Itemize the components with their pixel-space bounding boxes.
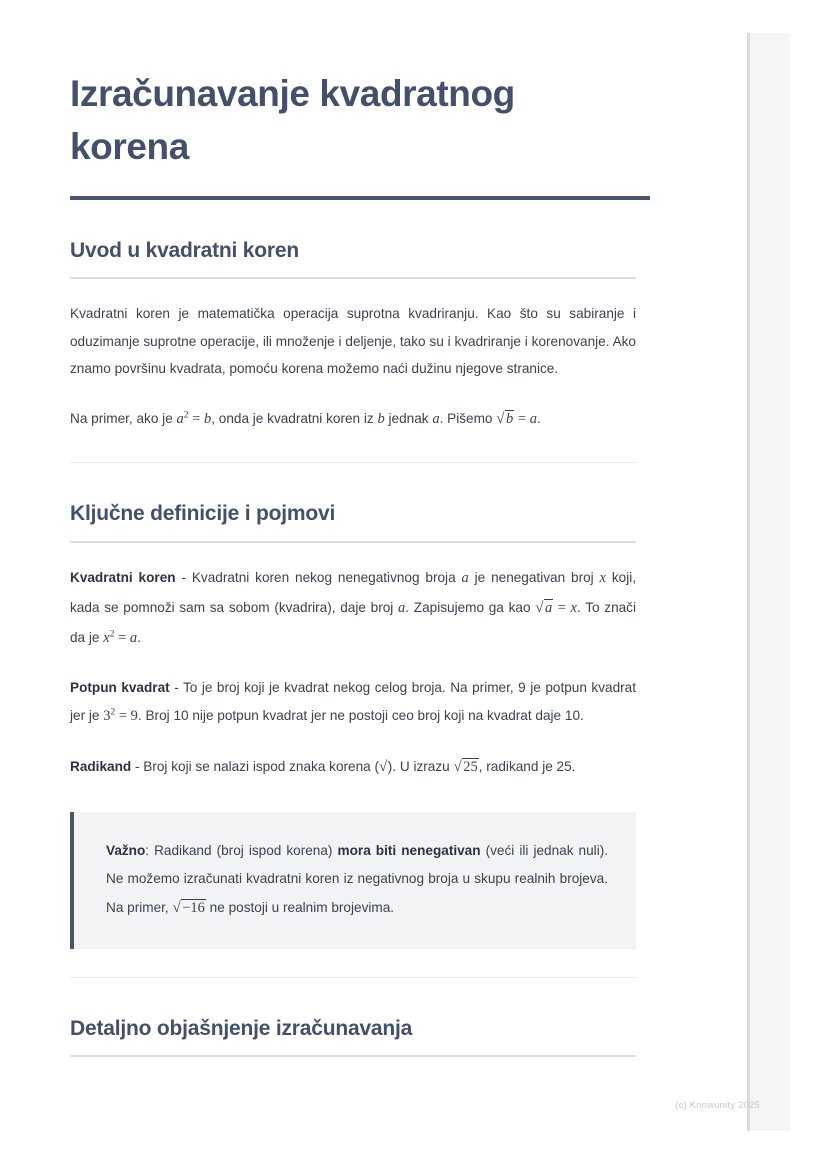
- radical-sign-icon: √: [496, 411, 505, 428]
- radical-sign-icon: √: [172, 899, 181, 916]
- text-fragment: :: [145, 843, 155, 859]
- callout-emphasis: mora biti nenegativan: [337, 843, 481, 859]
- definition-term: Potpun kvadrat: [70, 679, 170, 695]
- section-heading-detaljno: Detaljno objašnjenje izračunavanja: [70, 1017, 413, 1041]
- math-number: 3: [103, 707, 111, 724]
- text-fragment: (veći ili jednak nuli). Ne možemo izračunati kvadratni koren iz negativnog broja u skupu realnih brojeva. Na primer,: [106, 843, 609, 915]
- math-exponent: 2: [110, 707, 116, 717]
- math-var-a2: a: [432, 411, 440, 428]
- section-heading-definicije: Ključne definicije i pojmovi: [70, 502, 336, 526]
- radical-sign-icon: √: [379, 758, 388, 775]
- text-fragment: Na primer, ako je: [70, 411, 177, 427]
- callout-inner: [74, 812, 636, 949]
- math-var: a: [398, 600, 406, 617]
- text-fragment: -: [175, 569, 192, 585]
- paragraph-uvod-formula: [70, 383, 636, 434]
- text-fragment: , radikand je 25.: [478, 758, 576, 774]
- text-fragment: je nenegativan broj: [468, 569, 600, 585]
- math-radical-sqrt-25: [453, 758, 478, 775]
- math-exponent: 2: [183, 410, 189, 421]
- important-callout-box: [70, 812, 636, 949]
- math-var-b2: b: [377, 411, 385, 428]
- text-fragment: Broj koji se nalazi ispod znaka korena (: [143, 758, 380, 774]
- page-gutter-column: [750, 33, 790, 1131]
- math-equals: =: [188, 411, 204, 428]
- math-var: a: [461, 569, 469, 586]
- text-fragment: ne postoji u realnim brojevima.: [205, 899, 395, 915]
- math-equals: =: [114, 629, 130, 646]
- text-fragment: ). U izrazu: [387, 758, 454, 774]
- definition-kvadratni-koren: [70, 543, 636, 653]
- math-equals: =: [514, 411, 530, 428]
- radicand: −16: [182, 899, 205, 916]
- radicand: b: [506, 411, 514, 428]
- text-fragment: .: [137, 629, 141, 645]
- text-fragment: -: [131, 758, 144, 774]
- text-fragment: Radikand (broj ispod korena): [154, 843, 338, 859]
- math-var: x: [103, 629, 110, 646]
- callout-text: [106, 837, 608, 923]
- document-content: [70, 0, 636, 1057]
- text-fragment: -: [169, 679, 183, 695]
- section-divider-detaljno: [70, 1055, 636, 1057]
- math-var: x: [599, 569, 606, 586]
- text-fragment: . To znači da je: [70, 600, 637, 645]
- math-var-a3: a: [529, 411, 537, 428]
- radical-sign-icon: √: [453, 758, 462, 775]
- math-var-a: a: [176, 411, 184, 428]
- section-heading-uvod: Uvod u kvadratni koren: [70, 239, 299, 263]
- text-fragment: , onda je kvadratni koren iz: [211, 411, 378, 427]
- math-var: a: [129, 629, 138, 646]
- page-title: Izračunavanje kvadratnog korena: [70, 73, 515, 167]
- text-fragment: Kvadratni koren nekog nenegativnog broja: [191, 569, 462, 585]
- math-equals: = 9: [115, 707, 138, 724]
- math-equals: =: [553, 600, 571, 617]
- radicand: a: [544, 600, 553, 617]
- math-radical-bare: [379, 759, 388, 775]
- callout-label: Važno: [106, 843, 146, 859]
- text-fragment: To je broj koji je kvadrat nekog celog broja. Na primer, 9 je potpun kvadrat jer je: [70, 679, 636, 723]
- math-radical-sqrt-b: [496, 410, 514, 427]
- definition-potpun-kvadrat: [70, 653, 636, 731]
- radical-sign-icon: √: [535, 600, 544, 617]
- definition-term: Radikand: [70, 758, 132, 774]
- math-exponent: 2: [109, 628, 115, 639]
- text-fragment: .: [536, 411, 541, 427]
- math-var: x: [570, 600, 577, 617]
- definition-radikand: [70, 731, 636, 782]
- radicand: 25: [463, 758, 478, 775]
- definition-term: Kvadratni koren: [70, 569, 176, 585]
- text-fragment: koji, kada se pomnoži sam sa sobom (kvadrira), daje broj: [70, 569, 637, 616]
- page-footer: (c) Knowunity 2025: [675, 1100, 760, 1111]
- text-fragment: . Broj 10 nije potpun kvadrat jer ne postoji ceo broj koji na kvadrat daje 10.: [137, 707, 584, 723]
- paragraph-uvod-intro: Kvadratni koren je matematička operacija suprotna kvadriranju. Kao što su sabiranje i oduzimanje suprotne operacije, ili množenje i deljenje, tako su i kvadriranje i korenovanje. Ako znamo površinu kvadrata, pomoću korena možemo naći dužinu njegove stranice.: [70, 306, 636, 377]
- text-fragment: . Pišemo: [439, 411, 497, 427]
- math-var-b: b: [203, 411, 212, 428]
- text-fragment: jednak: [384, 411, 433, 427]
- math-radical-sqrt-neg16: [172, 899, 205, 916]
- text-fragment: . Zapisujemo ga kao: [405, 600, 536, 616]
- math-radical-sqrt-a: [535, 599, 553, 616]
